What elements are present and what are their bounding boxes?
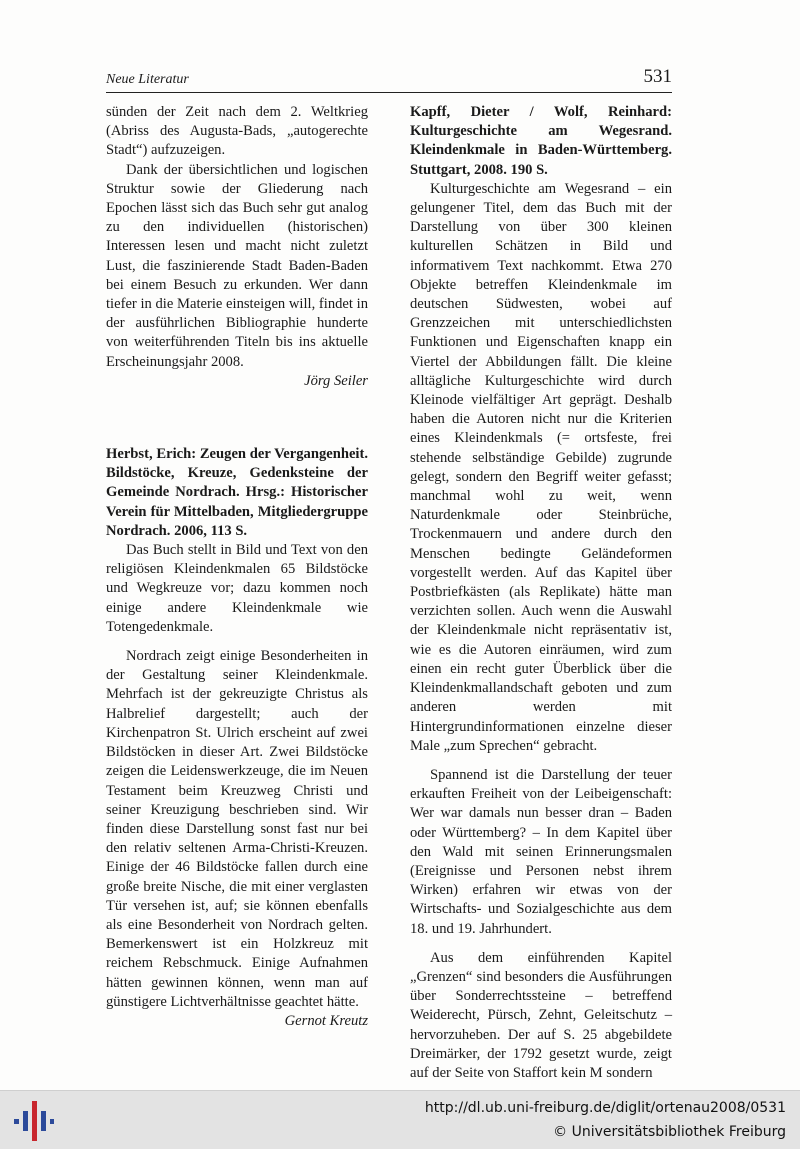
running-head: Neue Literatur [106,72,189,87]
reviewer-signature: Gernot Kreutz [284,1012,368,1029]
page-number: 531 [643,66,672,87]
paragraph-gap [410,756,672,766]
ub-freiburg-logo-icon [14,1097,54,1143]
paragraph: Das Buch stellt in Bild und Text von den religiösen Kleindenkmalen 65 Bildstöcke und Wegkreuze vor; dazu kommen noch einige andere Kleindenkmale wie Totengedenkmale. [106,542,368,635]
left-column [106,103,368,1031]
paragraph: Spannend ist die Darstellung der teuer erkauften Freiheit von der Leibeigenschaft: Wer war damals nun besser dran – Baden oder Württemberg? – In dem Kapitel über den Wald mit seinen Erinnerungsmalen (Ereignisse und Personen nebst ihrem Wirken) erfahren wir etwas von der Wirtschafts- und Sozialgeschichte aus dem 18. und 19. Jahrhundert. [410,766,672,937]
paragraph: Aus dem einführenden Kapitel „Grenzen“ sind besonders die Ausführungen über Sonderrechtssteine – betreffend Weiderecht, Pürsch, Zehnt, Geleitschutz – hervorzuheben. Der auf S. 25 abgebildete Dreimärker, der 1792 gesetzt wurde, zeigt auf der Seite von Staffort kein M sondern [410,949,672,1081]
source-url-link[interactable]: http://dl.ub.uni-freiburg.de/diglit/ortenau2008/0531 [424,1100,786,1116]
reviewer-signature: Jörg Seiler [304,372,368,389]
review-title: Herbst, Erich: Zeugen der Vergangenheit. Bildstöcke, Kreuze, Gedenksteine der Gemeinde Nordrach. Hrsg.: Historischer Verein für Mittelbaden, Mitgliedergruppe Nordrach. 2006, 113 S. [106,446,368,539]
copyright-text: © Universitätsbibliothek Freiburg [553,1124,786,1140]
paragraph: Kulturgeschichte am Wegesrand – ein gelungener Titel, dem das Buch mit der Darstellung von über 300 kleinen kulturellen Schätzen in Bild und informativem Text nachkommt. Etwa 270 Objekte betreffen Kleindenkmale im deutschen Südwesten, wobei auf Grenzzeichen mit unterschiedlichsten Funktionen und Eigenschaften knapp ein Viertel der Abbildungen fällt. Die kleine alltägliche Kulturgeschichte wird durch Kleinode vielfältiger Art geprägt. Deshalb haben die Autoren nicht nur die Kriterien eines Kleindenkmals (= ortsfeste, frei stehende selbständige Gebilde) zugrunde gelegt, sondern den Begriff weiter gefasst; manchmal wohl zu weit, wenn Naturdenkmale oder Steinbrüche, Trockenmauern und andere durch den Menschen bedingte Geländeformen vorgestellt werden. Auf das Kapitel über Postbriefkästen (als Replikate) hätte man verzichten sollen. Auch wenn die Auswahl der Kleindenkmale nicht repräsentativ ist, wie es die Autoren einräumen, wird zum einen ein recht guter Überblick über die Kleindenkmallandschaft geboten und zum anderen werden mit Hintergrundinformationen einzelne dieser Male „zum Sprechen“ gebracht. [410,180,672,754]
review-title: Kapff, Dieter / Wolf, Reinhard: Kulturgeschichte am Wegesrand. Kleindenkmale in Baden-Württemberg. Stuttgart, 2008. 190 S. [410,104,672,178]
right-column [410,103,672,1083]
paragraph-gap [106,637,368,647]
section-gap [106,391,368,445]
footer-bar [0,1090,800,1149]
paragraph: Nordrach zeigt einige Besonderheiten in der Gestaltung seiner Kleindenkmale. Mehrfach ist der gekreuzigte Christus als Halbrelief dargestellt; auch der Kirchenpatron St. Ulrich erscheint auf zwei Bildstöcken in dieser Art. Zwei Bildstöcke zeigen die Leidenswerkzeuge, die im Neuen Testament beim Kreuzweg Christi und seiner Kreuzigung beschrieben sind. Wir finden diese Darstellung sonst fast nur bei den relativ seltenen Arma-Christi-Kreuzen. Einige der 46 Bildstöcke fallen durch eine große breite Nische, die mit einer verglasten Tür versehen ist, auf; sie können ebenfalls als eine Besonderheit von Nordrach gelten. Bemerkenswert ist ein Holzkreuz mit reichem Rebschmuck. Einige Aufnahmen hätten gewinnen können, wenn man auf günstigere Lichtverhältnisse geachtet hätte. [106,648,368,1010]
header-rule [106,92,672,93]
paragraph: Dank der übersichtlichen und logischen Struktur sowie der Gliederung nach Epochen lässt sich das Buch sehr gut analog zu den individuellen (historischen) Interessen lesen und macht nicht zuletzt Lust, die faszinierende Stadt Baden-Baden bei einem Besuch zu erkunden. Wer dann tiefer in die Materie einsteigen will, findet in der ausführlichen Bibliographie hunderte von weiterführenden Titeln bis ins aktuelle Erscheinungsjahr 2008. [106,161,368,370]
paragraph-gap [410,939,672,949]
paragraph: sünden der Zeit nach dem 2. Weltkrieg (Abriss des Augusta-Bads, „autogerechte Stadt“) aufzuzeigen. [106,104,368,159]
